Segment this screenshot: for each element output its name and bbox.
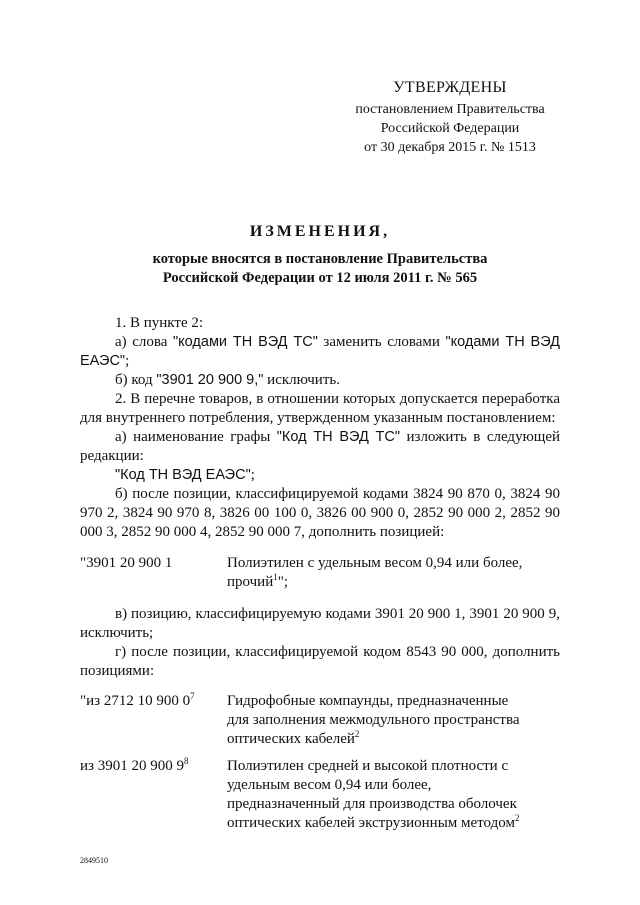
entry-1-description [227,554,527,592]
document-subtitle [0,250,640,288]
approval-line-1: постановлением Правительства [355,102,545,117]
approval-line-3: от 30 декабря 2015 г. № 1513 [364,140,536,155]
entry-2-code-footnote: 7 [190,691,195,701]
approval-stamp: УТВЕРЖДЕНЫ [393,79,507,96]
entry-2-description-text: Гидрофобные компаунды, предназначенные для заполнения межмодульного пространства оптических кабелей [227,693,520,747]
subtitle-line-1: которые вносятся в постановление Правительства [152,251,488,267]
paragraph-1a-prefix: а) слова [115,334,174,350]
paragraph-1: 1. В пункте 2: [115,315,204,331]
paragraph-2a-end: изложить в следующей редакции: [80,429,561,464]
paragraph-1b-prefix: б) код [115,372,157,388]
entry-1-description-text: Полиэтилен с удельным весом 0,94 или более, прочий [227,555,523,590]
paragraph-1a-mid: заменить словами [317,334,446,350]
entry-3-code [80,757,225,776]
document-title: ИЗМЕНЕНИЯ, [249,223,391,240]
paragraph-2b: б) после позиции, классифицируемой кодами 3824 90 870 0, 3824 90 970 2, 3824 90 970 8, 3826 00 100 0, 3826 00 900 0, 2852 90 000 2, 2852 90 000 3, 2852 90 000 4, 2852 90 000 7, дополнить позицией: [80,486,560,540]
paragraph-1a [80,333,560,371]
entry-2-description-footnote: 2 [354,729,360,739]
paragraph-2a-new [80,466,560,485]
paragraph-1b-code: "3901 20 900 9," [156,372,264,388]
entry-2-code-text: "из 2712 10 900 0 [80,693,191,709]
subtitle-line-2: Российской Федерации от 12 июля 2011 г. № 565 [162,270,478,286]
entry-3-description-text: Полиэтилен средней и высокой плотности с удельным весом 0,94 или более, предназначенный для производства оболочек оптических кабелей экструзионным методом [227,758,517,831]
entry-1-code-text: "3901 20 900 1 [80,555,173,571]
paragraph-2v: в) позицию, классифицируемую кодами 3901 20 900 1, 3901 20 900 9, исключить; [80,606,560,641]
paragraph-2: 2. В перечне товаров, в отношении которых допускается переработка для внутреннего потребления, утвержденном указанным постановлением: [80,391,560,426]
entry-1-code [80,554,225,573]
entry-1-description-footnote: 1 [273,572,278,582]
entry-3-description [227,757,527,833]
paragraph-1b [80,371,560,390]
paragraph-1a-old-phrase: "кодами ТН ВЭД ТС" [173,334,318,350]
paragraph-2a [80,428,560,466]
entry-1-description-end: "; [277,574,289,590]
paragraph-2a-new-column-name: "Код ТН ВЭД ЕАЭС" [115,467,251,483]
paragraph-1b-end: исключить. [263,372,340,388]
paragraph-2a-prefix: а) наименование графы [115,429,277,445]
entry-3-code-footnote: 8 [183,756,189,766]
entry-2-code [80,692,225,711]
paragraph-2a-column-name: "Код ТН ВЭД ТС" [276,429,401,445]
approval-block [340,78,560,157]
paragraph-1a-end: ; [125,353,130,369]
paragraph-1a-new-phrase: "кодами ТН ВЭД ЕАЭС" [80,334,560,369]
paragraph-2g: г) после позиции, классифицируемой кодом 8543 90 000, дополнить позициями: [80,644,560,679]
entry-3-description-footnote: 2 [514,813,520,823]
document-number: 2849510 [80,856,108,865]
entry-3-code-text: из 3901 20 900 9 [80,758,184,774]
approval-line-2: Российской Федерации [380,121,520,136]
paragraph-2a-new-end: ; [250,467,255,483]
entry-2-description [227,692,527,749]
